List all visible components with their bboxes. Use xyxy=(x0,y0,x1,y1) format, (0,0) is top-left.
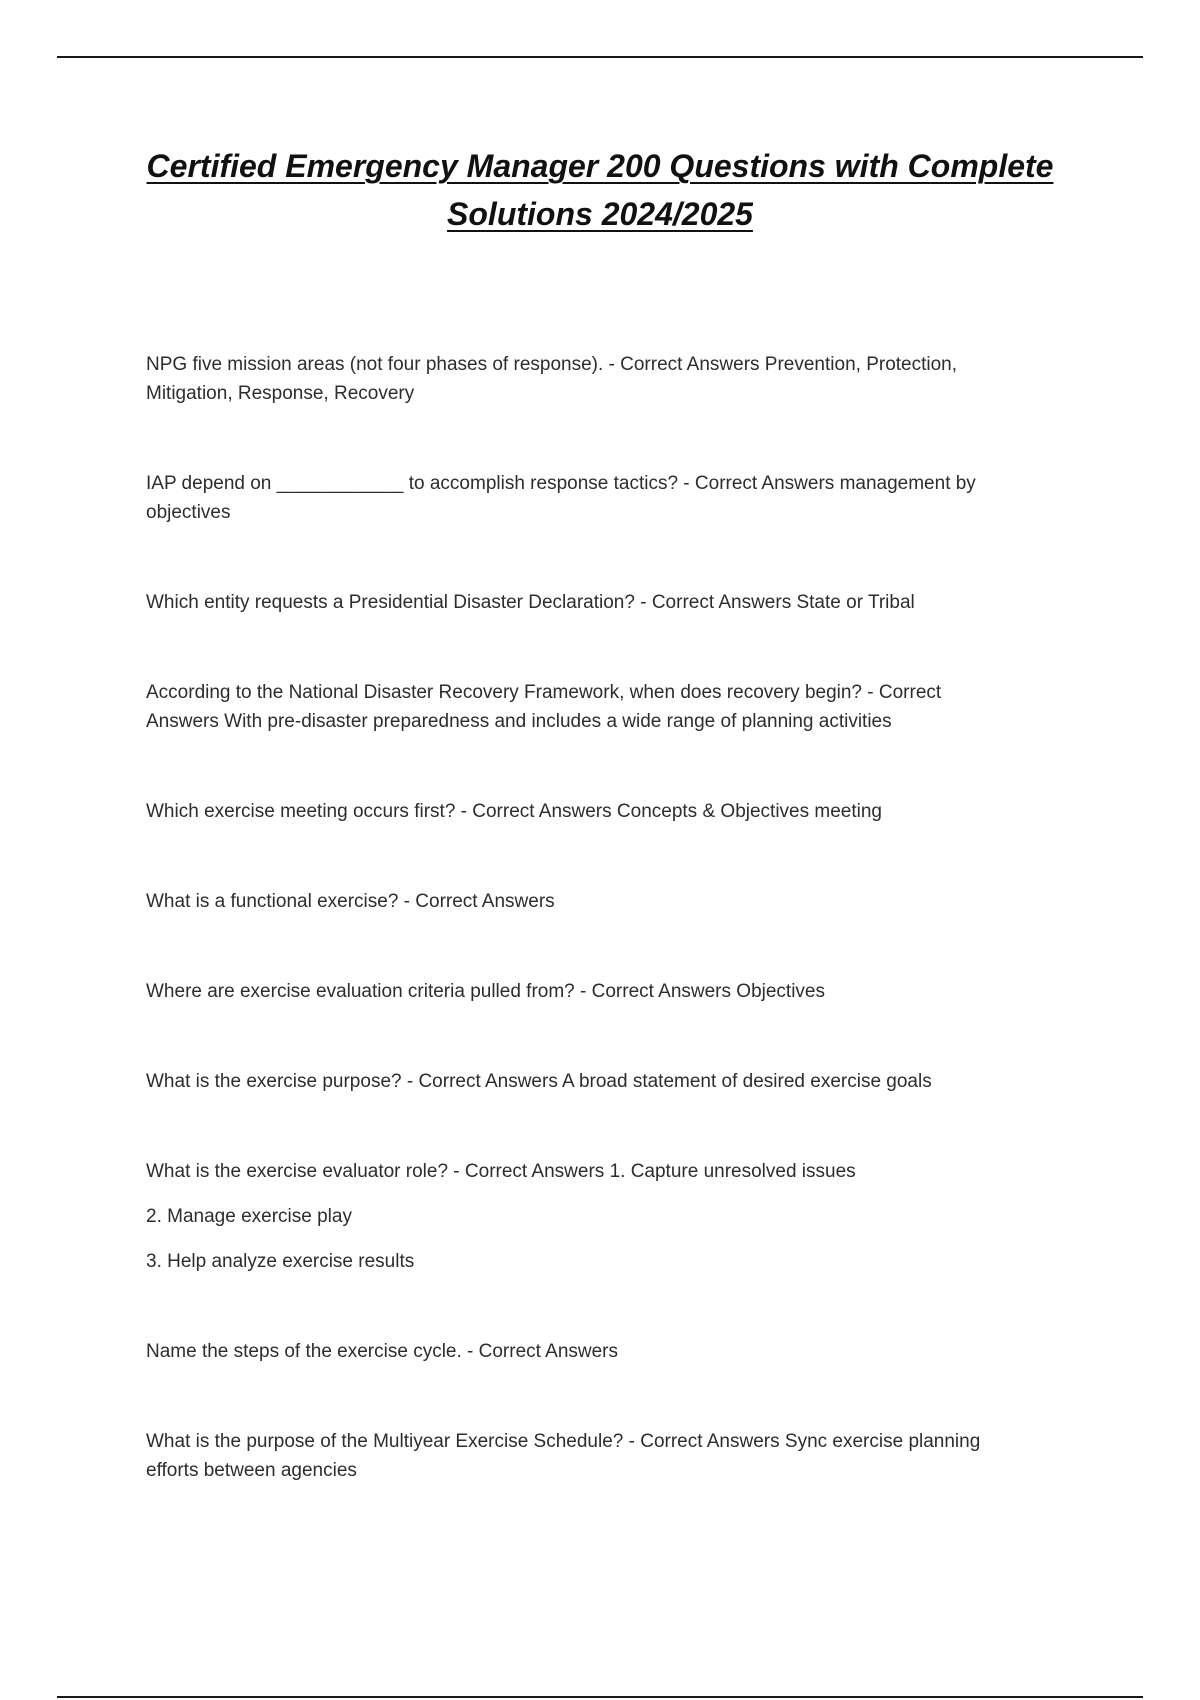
question-text: What is the exercise purpose? - Correct Answers A broad statement of desired exercise goals xyxy=(146,1071,932,1092)
question-text: Which entity requests a Presidential Disaster Declaration? - Correct Answers State or Tribal xyxy=(146,592,915,613)
question-item-10 xyxy=(146,1337,1046,1366)
question-item-2 xyxy=(146,469,1046,527)
question-text-continued: objectives xyxy=(146,502,231,523)
question-item-4 xyxy=(146,678,1046,736)
question-text-continued: Answers With pre-disaster preparedness and includes a wide range of planning activities xyxy=(146,711,892,732)
question-text: What is the exercise evaluator role? - Correct Answers 1. Capture unresolved issues xyxy=(146,1161,856,1182)
question-text: NPG five mission areas (not four phases of response). - Correct Answers Prevention, Protection, xyxy=(146,354,958,375)
answer-step: 2. Manage exercise play xyxy=(146,1206,352,1227)
question-item-7 xyxy=(146,977,1046,1006)
question-text: Name the steps of the exercise cycle. - Correct Answers xyxy=(146,1341,619,1362)
header-rule xyxy=(57,56,1143,58)
question-text: IAP depend on ____________ to accomplish response tactics? - Correct Answers management by xyxy=(146,473,976,494)
question-text: Which exercise meeting occurs first? - Correct Answers Concepts & Objectives meeting xyxy=(146,801,882,822)
question-text: What is a functional exercise? - Correct Answers xyxy=(146,891,555,912)
question-item-3 xyxy=(146,588,1046,617)
answer-step: 3. Help analyze exercise results xyxy=(146,1251,415,1272)
question-item-5 xyxy=(146,797,1046,826)
question-text: What is the purpose of the Multiyear Exercise Schedule? - Correct Answers Sync exercise planning xyxy=(146,1431,981,1452)
question-text-continued: Mitigation, Response, Recovery xyxy=(146,383,415,404)
question-item-9 xyxy=(146,1157,1046,1276)
question-text: According to the National Disaster Recovery Framework, when does recovery begin? - Correct xyxy=(146,682,942,703)
question-text-continued: efforts between agencies xyxy=(146,1460,357,1481)
title-line-1: Certified Emergency Manager 200 Questions with Complete xyxy=(146,148,1054,184)
title-line-2: Solutions 2024/2025 xyxy=(447,196,753,232)
question-item-11 xyxy=(146,1427,1046,1485)
document-title xyxy=(100,142,1100,238)
question-list xyxy=(146,350,1046,1546)
question-text: Where are exercise evaluation criteria pulled from? - Correct Answers Objectives xyxy=(146,981,825,1002)
footer-rule xyxy=(57,1696,1143,1698)
question-item-6 xyxy=(146,887,1046,916)
question-item-8 xyxy=(146,1067,1046,1096)
question-item-1 xyxy=(146,350,1046,408)
